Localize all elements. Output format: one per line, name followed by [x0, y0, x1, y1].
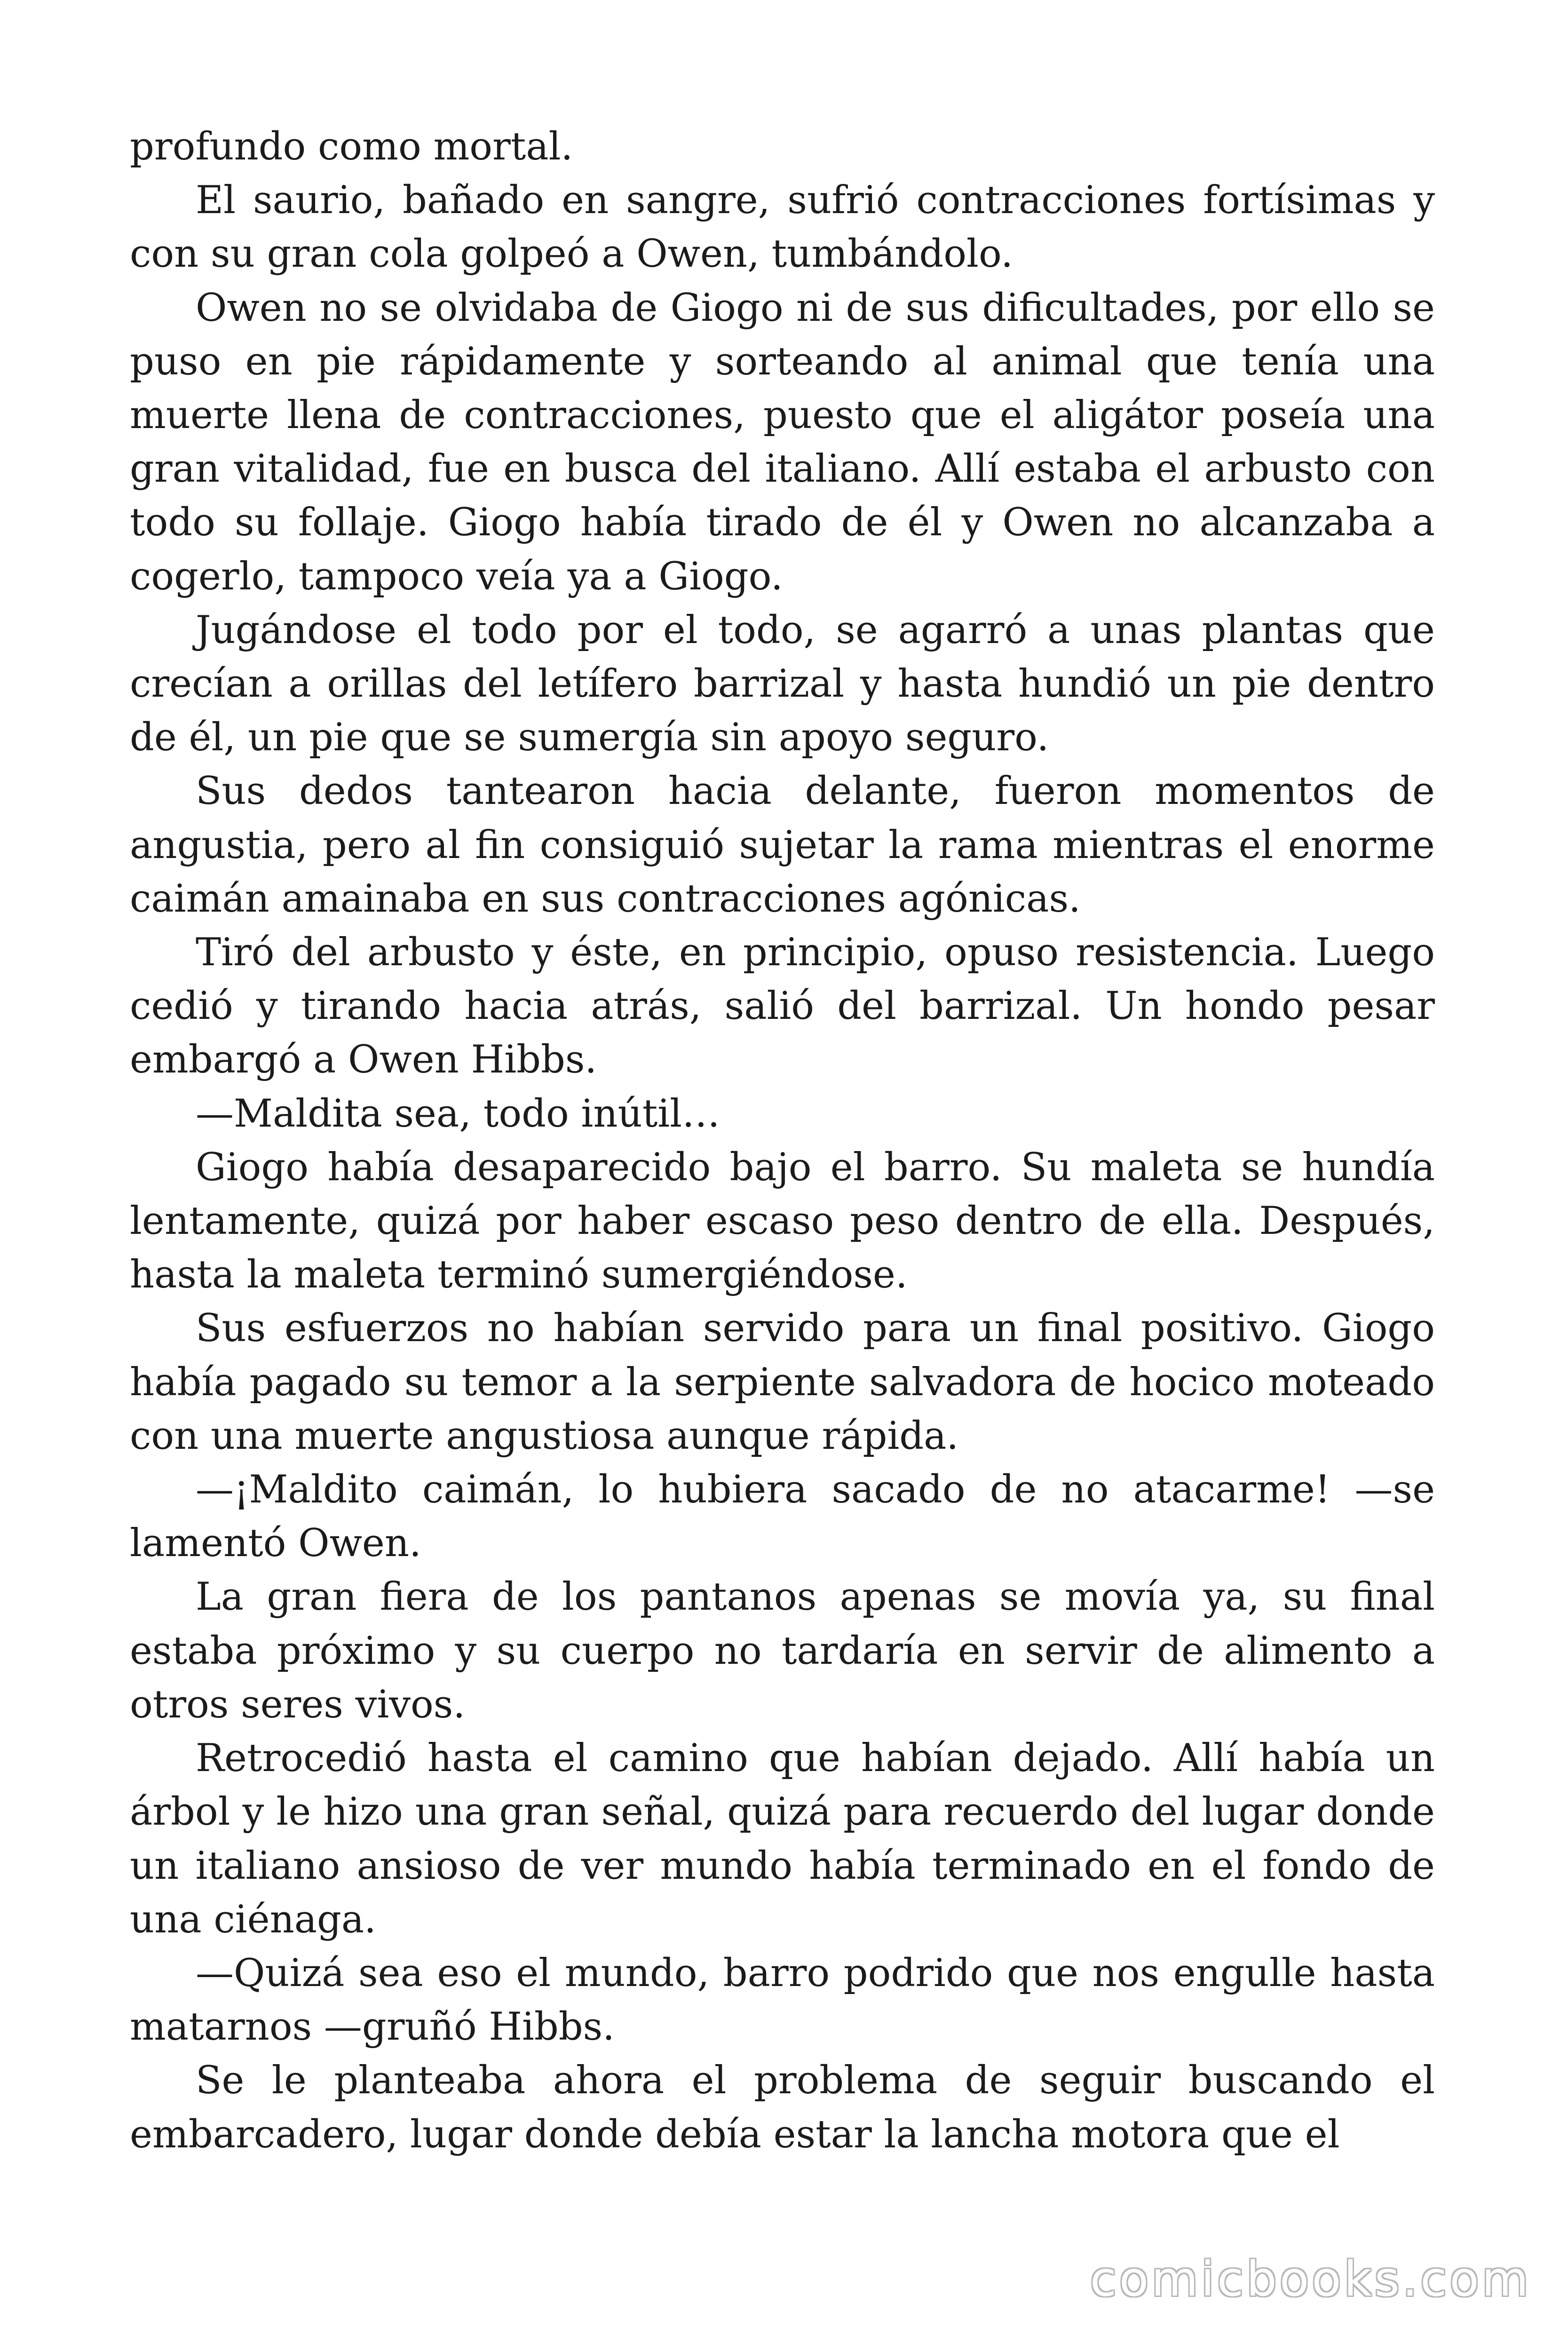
paragraph: Tiró del arbusto y éste, en principio, opuso resistencia. Luego cedió y tirando hacia atrás, salió del barrizal. Un hondo pesar embargó a Owen Hibbs. — [130, 930, 1435, 1082]
paragraph: Retrocedió hasta el camino que habían dejado. Allí había un árbol y le hizo una gran señal, quizá para recuerdo del lugar donde un italiano ansioso de ver mundo había terminado en el fondo de una ciénaga. — [130, 1736, 1435, 1942]
paragraph: La gran fiera de los pantanos apenas se movía ya, su final estaba próximo y su cuerpo no tardaría en servir de alimento a otros seres vivos. — [130, 1575, 1435, 1727]
dialogue-line: —Maldita sea, todo inútil… — [196, 1091, 721, 1136]
watermark-text: comicbooks.com — [1090, 2251, 1531, 2307]
paragraph: Owen no se olvidaba de Giogo ni de sus dificultades, por ello se puso en pie rápidamente y sorteando al animal que tenía una muerte llena de contracciones, puesto que el aligátor poseía una gran vitalidad, fue en busca del italiano. Allí estaba el arbusto con todo su follaje. Giogo había tirado de él y Owen no alcanzaba a cogerlo, tampoco veía ya a Giogo. — [130, 286, 1435, 599]
dialogue-line: —¡Maldito caimán, lo hubiera sacado de no atacarme! —se lamentó Owen. — [130, 1468, 1435, 1566]
paragraph-continuation: profundo como mortal. — [130, 125, 573, 169]
paragraph: Jugándose el todo por el todo, se agarró a unas plantas que crecían a orillas del letífero barrizal y hasta hundió un pie dentro de él, un pie que se sumergía sin apoyo seguro. — [130, 608, 1435, 760]
paragraph: Giogo había desaparecido bajo el barro. Su maleta se hundía lentamente, quizá por haber escaso peso dentro de ella. Después, hasta la maleta terminó sumergiéndose. — [130, 1145, 1435, 1297]
dialogue-line: —Quizá sea eso el mundo, barro podrido que nos engulle hasta matarnos —gruñó Hibbs. — [130, 1951, 1435, 2050]
paragraph-last: Se le planteaba ahora el problema de seguir buscando el embarcadero, lugar donde debía estar la lancha motora que el — [130, 2058, 1435, 2157]
paragraph: El saurio, bañado en sangre, sufrió contracciones fortísimas y con su gran cola golpeó a Owen, tumbándolo. — [130, 178, 1435, 277]
paragraph: Sus esfuerzos no habían servido para un final positivo. Giogo había pagado su temor a la serpiente salvadora de hocico moteado con una muerte angustiosa aunque rápida. — [130, 1306, 1435, 1458]
paragraph: Sus dedos tantearon hacia delante, fueron momentos de angustia, pero al fin consiguió sujetar la rama mientras el enorme caimán amainaba en sus contracciones agónicas. — [130, 769, 1435, 921]
page-body — [130, 120, 1435, 2161]
